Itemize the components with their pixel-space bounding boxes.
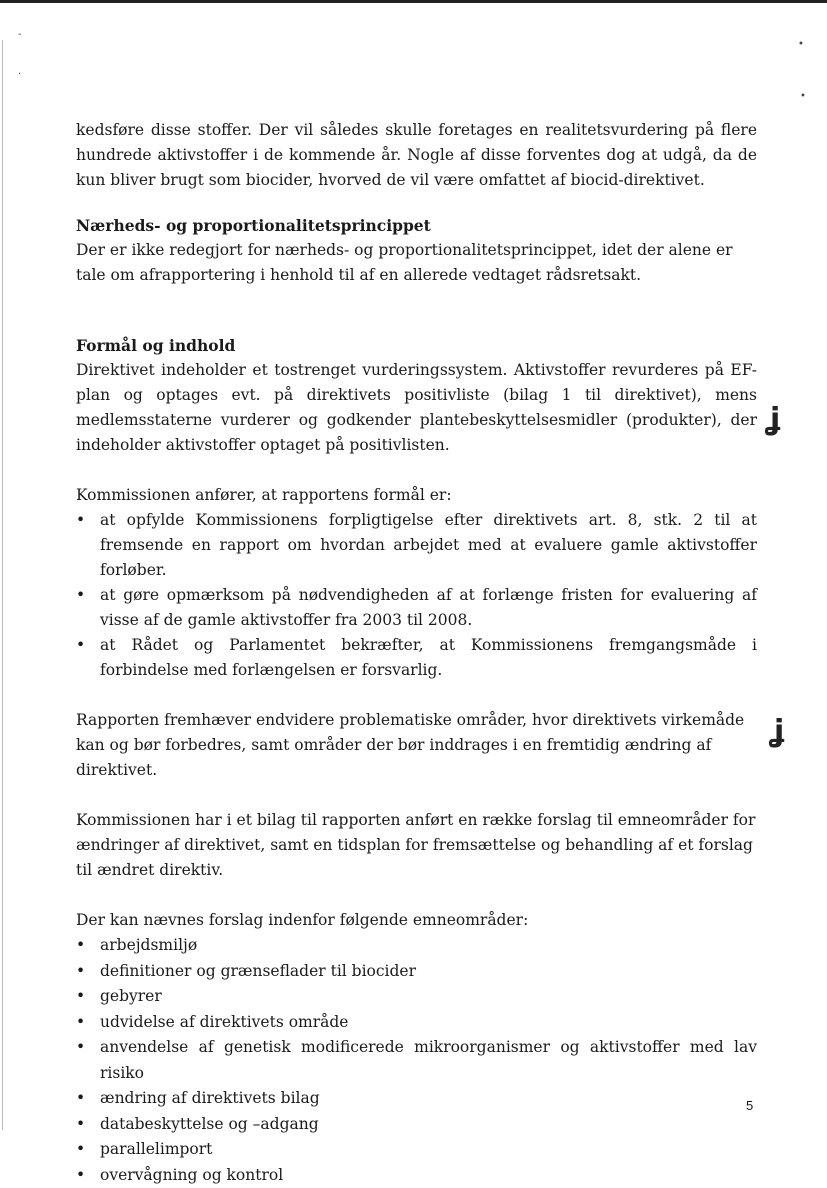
punch-hole-mark: ʝ (770, 402, 780, 437)
list-item: • anvendelse af genetisk modificerede mikroorganismer og aktivstoffer med lav risiko (76, 1035, 757, 1086)
list-item: • arbejdsmiljø (76, 933, 757, 959)
intro-paragraph: kedsføre disse stoffer. Der vil således skulle foretages en realitetsvurdering på flere hundrede aktivstoffer i de kommende år. Nogle af disse forventes dog at udgå, da de kun bliver brugt som biocider, hvorved de vil være omfattet af biocid-direktivet. (76, 118, 757, 193)
list-item: • at Rådet og Parlamentet bekræfter, at Kommissionens fremgangsmåde i forbindelse med forlængelsen er forsvarlig. (76, 633, 757, 683)
punch-hole-mark: ʝ (774, 714, 784, 749)
purpose-list (76, 508, 757, 683)
scan-speck: - (18, 30, 21, 40)
list-item: • parallelimport (76, 1137, 757, 1163)
section-heading-purpose: Formål og indhold (76, 333, 757, 358)
document-body (76, 118, 757, 1188)
list-item: • ændring af direktivets bilag (76, 1086, 757, 1112)
scan-speck: • (800, 92, 806, 102)
list-item: • databeskyttelse og –adgang (76, 1112, 757, 1138)
list-item: • definitioner og grænseflader til biocider (76, 959, 757, 985)
list-item: • udvidelse af direktivets område (76, 1010, 757, 1036)
list-item: • gebyrer (76, 984, 757, 1010)
scan-top-edge (0, 0, 827, 3)
topics-intro: Der kan nævnes forslag indenfor følgende emneområder: (76, 908, 757, 933)
topics-list (76, 933, 757, 1188)
purpose-intro: Kommissionen anfører, at rapportens formål er: (76, 483, 757, 508)
scan-speck: · (18, 70, 21, 80)
subsidiarity-paragraph: Der er ikke redegjort for nærheds- og proportionalitetsprincippet, idet der alene er tale om afrapportering i henhold til af en allerede vedtaget rådsretsakt. (76, 238, 757, 288)
scan-speck: • (798, 40, 804, 50)
scan-left-edge (2, 40, 3, 1130)
list-item: • at gøre opmærksom på nødvendigheden af at forlænge fristen for evaluering af visse af de gamle aktivstoffer fra 2003 til 2008. (76, 583, 757, 633)
annex-paragraph: Kommissionen har i et bilag til rapporten anført en række forslag til emneområder for ændringer af direktivet, samt en tidsplan for fremsættelse og behandling af et forslag til ændret direktiv. (76, 808, 757, 883)
section-heading-subsidiarity: Nærheds- og proportionalitetsprincippet (76, 213, 757, 238)
list-item: • overvågning og kontrol (76, 1163, 757, 1188)
list-item: • at opfylde Kommissionens forpligtigelse efter direktivets art. 8, stk. 2 til at fremsende en rapport om hvordan arbejdet med at evaluere gamle aktivstoffer forløber. (76, 508, 757, 583)
purpose-content-paragraph: Direktivet indeholder et tostrenget vurderingssystem. Aktivstoffer revurderes på EF-plan og optages evt. på direktivets positivliste (bilag 1 til direktivet), mens medlemsstaterne vurderer og godkender plantebeskyttelsesmidler (produkter), der indeholder aktivstoffer optaget på positivlisten. (76, 358, 757, 458)
page-number: 5 (746, 1098, 753, 1113)
problems-paragraph: Rapporten fremhæver endvidere problematiske områder, hvor direktivets virkemåde kan og bør forbedres, samt områder der bør inddrages i en fremtidig ændring af direktivet. (76, 708, 757, 783)
